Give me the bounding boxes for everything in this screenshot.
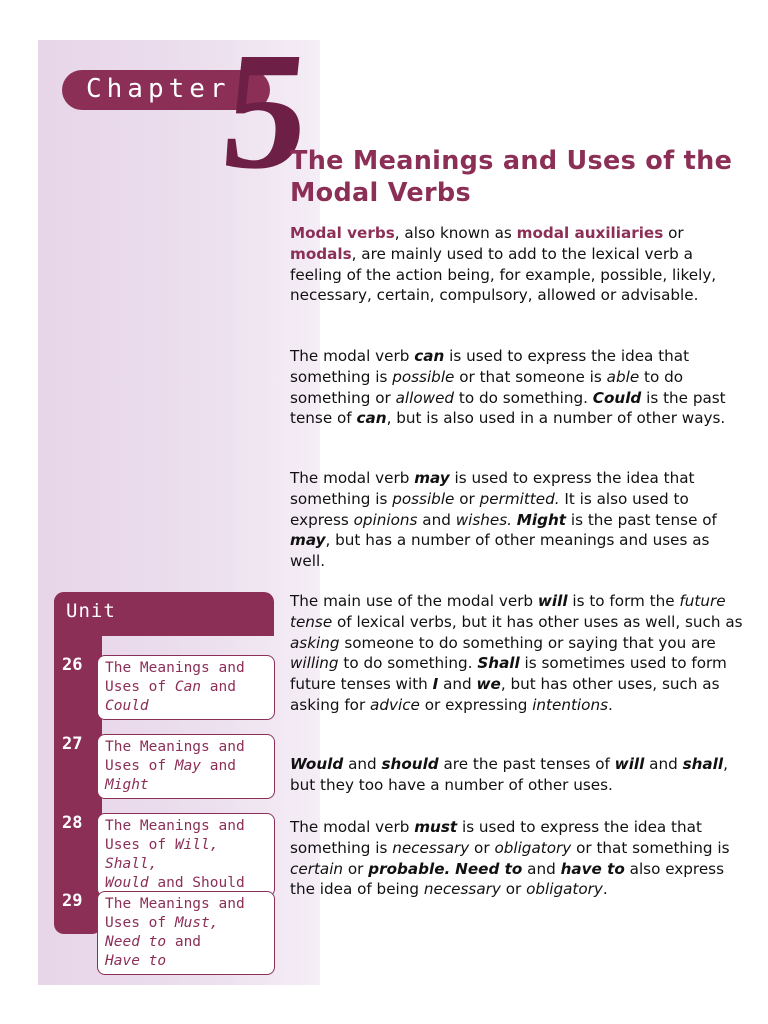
text: It is also used to express <box>290 489 689 529</box>
emph: certain <box>290 859 344 878</box>
text: also express the idea of being <box>290 859 724 899</box>
unit-number: 27 <box>62 734 83 754</box>
title-line-1: The Meanings and Uses of the <box>290 146 733 176</box>
emph: intentions <box>532 695 608 714</box>
emph: obligatory <box>494 838 572 857</box>
text: and <box>343 755 382 773</box>
would-should-paragraph <box>290 754 745 796</box>
text: . <box>602 880 608 899</box>
text: and <box>522 859 561 878</box>
intro-paragraph <box>290 223 745 306</box>
unit-item-27[interactable] <box>97 734 275 799</box>
text: or that something is <box>571 838 730 857</box>
unit-label: The Meanings and Uses of Can and Could <box>105 660 245 714</box>
unit-number: 26 <box>62 655 83 675</box>
text: , but is also used in a number of other ways. <box>386 409 726 428</box>
text: , but they too have a number of other uses. <box>290 755 728 794</box>
unit-label: The Meanings and Uses of May and Might <box>105 739 245 793</box>
text: someone to do something or saying that you are <box>339 633 716 652</box>
emph: possible <box>392 489 455 508</box>
text: and <box>438 675 477 694</box>
term-modals: modals <box>290 244 352 263</box>
text: . <box>607 695 613 714</box>
emph: possible <box>392 367 455 386</box>
text: , but has a number of other meanings and uses as well. <box>290 531 710 571</box>
text: The modal verb <box>290 469 415 487</box>
text: and <box>417 510 456 529</box>
text: , are mainly used to add to the lexical verb a feeling of the action being, for example, possible, likely, necessary, certain, compulsory, allowed or advisable. <box>290 244 717 305</box>
unit-panel <box>54 592 102 934</box>
text: The modal verb <box>290 347 415 365</box>
emph: Would <box>290 755 344 773</box>
page-title <box>290 145 750 209</box>
text: or that someone is <box>454 367 607 386</box>
emph: Shall <box>477 654 520 673</box>
text: is used to express the idea that something is <box>290 818 702 857</box>
text: and <box>644 755 683 773</box>
chapter-label: Chapter <box>86 74 231 104</box>
text: is to form the <box>567 592 680 610</box>
can-paragraph <box>290 346 745 429</box>
unit-number: 29 <box>62 891 83 911</box>
text: or <box>663 224 684 242</box>
text: The modal verb <box>290 818 415 836</box>
text: is used to express the idea that something is <box>290 347 690 386</box>
text: or <box>469 838 495 857</box>
must-paragraph <box>290 817 745 900</box>
text: is the past tense of <box>566 510 717 529</box>
term-modal-verbs: Modal verbs <box>290 224 395 242</box>
text: is used to express the idea that something is <box>290 469 695 508</box>
unit-title: Unit <box>66 600 116 622</box>
unit-item-26[interactable] <box>97 655 275 720</box>
emph: Might <box>516 510 567 529</box>
text: or expressing <box>419 695 533 714</box>
emph: may <box>414 469 450 487</box>
emph: I <box>432 675 439 694</box>
emph: will <box>614 755 645 773</box>
text: is the past tense of <box>290 388 726 428</box>
emph: able <box>606 367 640 386</box>
emph: willing <box>290 654 339 673</box>
emph: we <box>476 675 501 694</box>
emph: should <box>381 755 439 773</box>
emph: Need to <box>455 859 523 878</box>
emph: probable. <box>368 859 451 878</box>
text: , also known as <box>394 224 517 242</box>
text: or <box>454 489 480 508</box>
emph: future tense <box>290 592 726 631</box>
emph: can <box>356 409 387 428</box>
emph: permitted. <box>479 489 560 508</box>
emph: necessary <box>423 880 501 899</box>
emph: Could <box>592 388 642 407</box>
emph: obligatory <box>526 880 603 899</box>
unit-item-29[interactable] <box>97 891 275 975</box>
emph: will <box>537 592 568 610</box>
emph: must <box>414 818 458 836</box>
term-modal-auxiliaries: modal auxiliaries <box>516 224 664 242</box>
unit-label: The Meanings and Uses of Must, Need to and Have to <box>105 896 245 969</box>
emph: advice <box>370 695 420 714</box>
chapter-number: 5 <box>214 18 318 204</box>
text: is sometimes used to form future tenses with <box>290 654 727 694</box>
text: of lexical verbs, but it has other uses as well, such as <box>332 612 743 631</box>
text: to do something or <box>290 367 684 407</box>
text: The main use of the modal verb <box>290 592 538 610</box>
emph: may <box>290 531 326 550</box>
text: are the past tenses of <box>438 755 615 773</box>
emph: shall <box>682 755 724 773</box>
emph: asking <box>290 633 340 652</box>
emph: allowed <box>395 388 455 407</box>
unit-item-28[interactable] <box>97 813 275 897</box>
emph: necessary <box>392 838 470 857</box>
emph: have to <box>560 859 625 878</box>
emph: opinions <box>353 510 418 529</box>
text: to do something. <box>338 654 478 673</box>
text: or <box>500 880 527 899</box>
text: , but has other uses, such as asking for <box>290 675 720 714</box>
title-line-2: Modal Verbs <box>290 178 471 208</box>
text: or <box>343 859 369 878</box>
emph: can <box>414 347 445 365</box>
may-paragraph <box>290 468 745 572</box>
unit-number: 28 <box>62 813 83 833</box>
unit-label: The Meanings and Uses of Will, Shall, Would and Should <box>105 818 245 891</box>
text: to do something. <box>454 388 593 407</box>
emph: wishes. <box>455 510 512 529</box>
will-paragraph <box>290 591 745 716</box>
